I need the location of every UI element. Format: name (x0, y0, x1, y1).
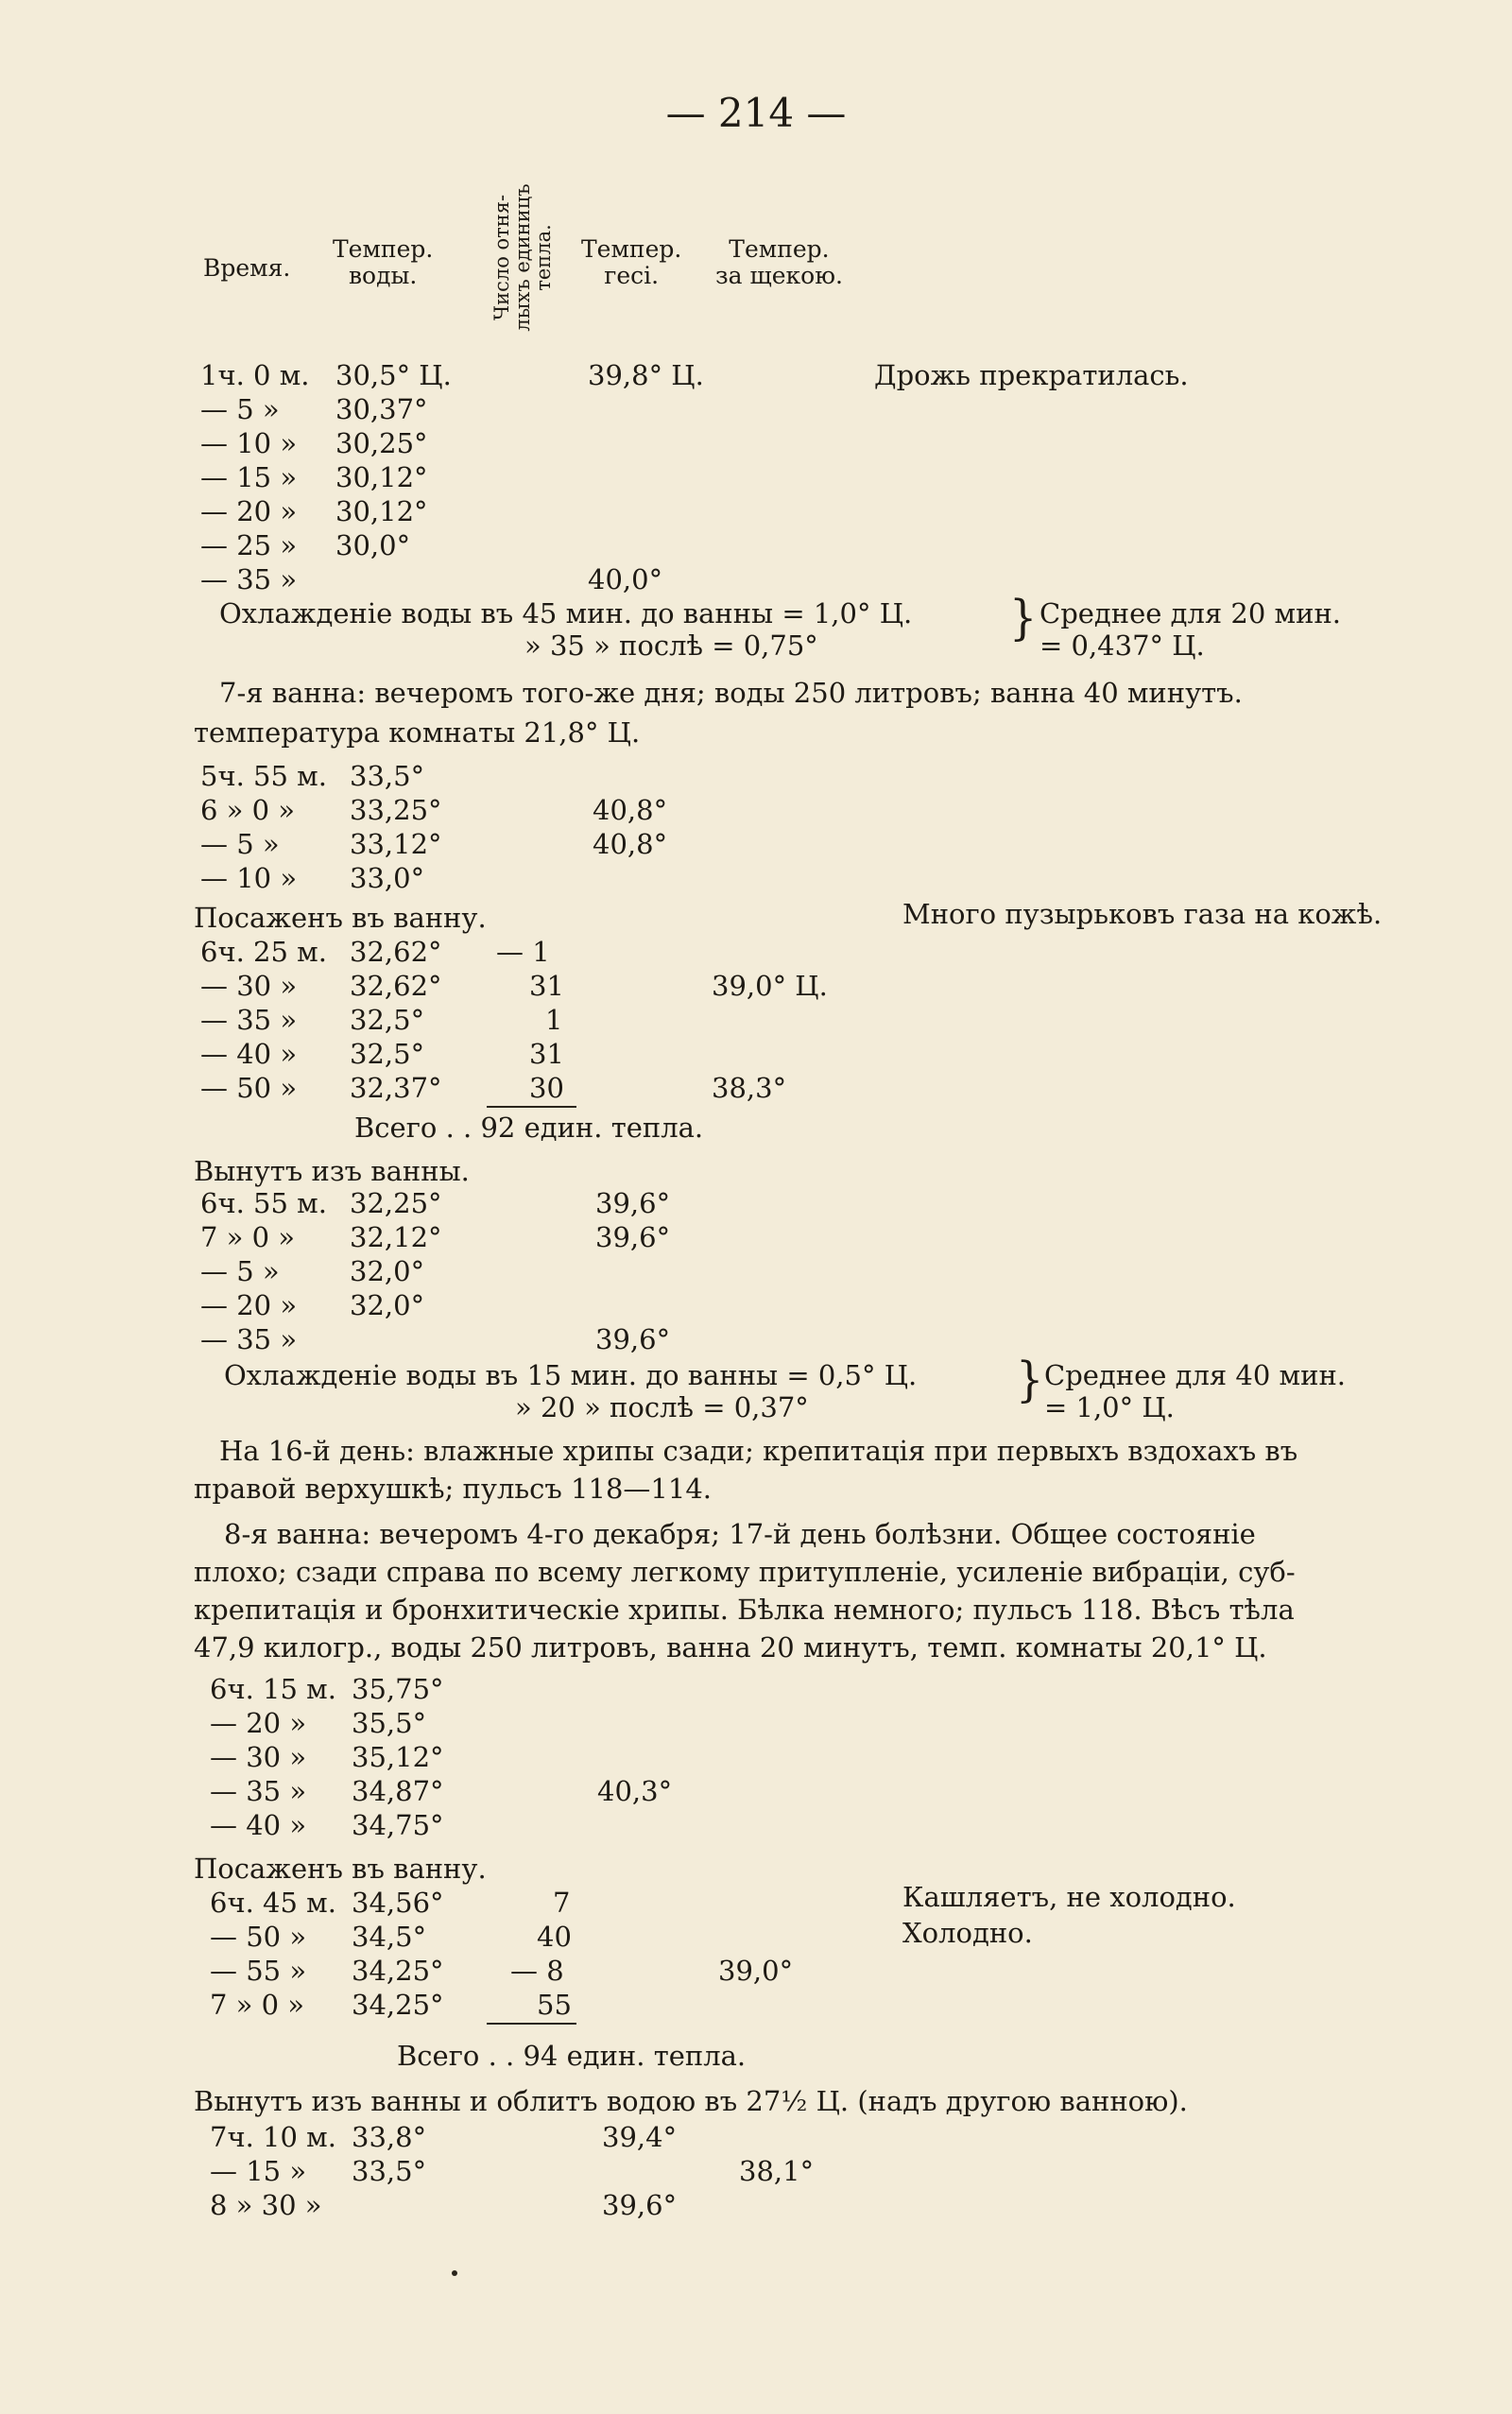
row-note: Дрожь прекратилась. (874, 359, 1189, 391)
row-water: 33,5° (352, 2155, 427, 2187)
row-water: 32,62° (350, 936, 442, 968)
row-time: — 25 » (200, 529, 298, 561)
row-time: — 30 » (200, 970, 298, 1002)
row-ano: 40,8° (593, 794, 668, 826)
row-time: — 40 » (200, 1038, 298, 1070)
row-water: 34,75° (352, 1809, 444, 1841)
row-time: — 30 » (210, 1741, 307, 1773)
row-water: 35,12° (352, 1741, 444, 1773)
section-label: Вынутъ изъ ванны. (194, 1155, 470, 1187)
section-label: Посаженъ въ ванну. (194, 1853, 487, 1885)
row-water: 33,8° (352, 2121, 427, 2153)
row-ano: 40,3° (597, 1775, 673, 1807)
row-time: 5ч. 55 м. (200, 760, 327, 792)
total-line: Всего . . 92 един. тепла. (354, 1112, 704, 1144)
row-ano: 39,6° (595, 1221, 671, 1253)
row-cheek: 39,0° Ц. (712, 970, 828, 1002)
row-water: 32,62° (350, 970, 442, 1002)
row-time: — 35 » (200, 1004, 298, 1036)
row-water: 34,25° (352, 1989, 444, 2021)
row-water: 32,0° (350, 1255, 425, 1287)
brace: } (1009, 589, 1038, 646)
paragraph-line: правой верхушкѣ; пульсъ 118—114. (194, 1473, 712, 1505)
row-water: 32,5° (350, 1038, 425, 1070)
row-ano: 39,6° (602, 2189, 678, 2221)
row-ano: 40,0° (588, 563, 663, 595)
brace: } (1016, 1351, 1044, 1407)
paragraph-line: крепитація и бронхитическіе хрипы. Бѣлка немного; пульсъ 118. Вѣсъ тѣла (194, 1594, 1295, 1626)
row-time: — 55 » (210, 1955, 307, 1987)
row-units: 55 (537, 1989, 572, 2021)
row-time: — 35 » (200, 563, 298, 595)
row-ano: 39,8° Ц. (588, 359, 704, 391)
row-time: — 20 » (210, 1707, 307, 1739)
row-time: — 50 » (210, 1921, 307, 1953)
printer-dot (452, 2270, 457, 2276)
row-note: Кашляетъ, не холодно. (902, 1881, 1236, 1913)
cooling-average: Среднее для 20 мин. (1040, 597, 1341, 629)
total-line: Всего . . 94 един. тепла. (397, 2040, 747, 2072)
header-heat-units: Число отня- лыхъ единицъ тепла. (490, 183, 555, 332)
row-time: — 5 » (200, 393, 280, 425)
row-time: 1ч. 0 м. (200, 359, 310, 391)
paragraph-line: На 16-й день: влажные хрипы сзади; крепитація при первыхъ вздохахъ въ (219, 1435, 1298, 1467)
row-ano: 40,8° (593, 828, 668, 860)
row-time: 6ч. 55 м. (200, 1187, 327, 1219)
row-time: — 15 » (210, 2155, 307, 2187)
row-time: 6ч. 15 м. (210, 1673, 336, 1705)
cooling-line: Охлажденіе воды въ 45 мин. до ванны = 1,0° Ц. (219, 597, 913, 629)
row-water: 32,37° (350, 1072, 442, 1104)
paragraph-line: 8-я ванна: вечеромъ 4-го декабря; 17-й день болѣзни. Общее состояніе (224, 1518, 1256, 1550)
row-units: 1 (545, 1004, 563, 1036)
paragraph-line: плохо; сзади справа по всему легкому притупленіе, усиленіе вибраціи, суб- (194, 1556, 1296, 1588)
row-water: 33,5° (350, 760, 425, 792)
row-time: — 5 » (200, 1255, 280, 1287)
row-time: — 35 » (210, 1775, 307, 1807)
row-time: 7 » 0 » (210, 1989, 305, 2021)
cooling-line: » 35 » послѣ = 0,75° (524, 629, 818, 662)
cooling-line: Охлажденіе воды въ 15 мин. до ванны = 0,5° Ц. (224, 1359, 918, 1391)
cooling-average: = 1,0° Ц. (1044, 1391, 1175, 1423)
header-cheek-temp: Темпер. за щекою. (715, 235, 843, 289)
row-time: — 20 » (200, 1289, 298, 1321)
row-time: 6 » 0 » (200, 794, 296, 826)
row-water: 32,25° (350, 1187, 442, 1219)
row-units: 30 (529, 1072, 564, 1104)
row-water: 33,0° (350, 862, 425, 894)
row-note: Много пузырьковъ газа на кожѣ. (902, 898, 1383, 930)
row-water: 33,25° (350, 794, 442, 826)
row-time: 7ч. 10 м. (210, 2121, 336, 2153)
row-water: 30,37° (335, 393, 428, 425)
section-label: Вынутъ изъ ванны и облитъ водою въ 27½ Ц. (надъ другою ванною). (194, 2085, 1188, 2117)
row-water: 32,12° (350, 1221, 442, 1253)
row-units: 7 (553, 1887, 571, 1919)
row-water: 33,12° (350, 828, 442, 860)
row-units: 31 (529, 970, 564, 1002)
row-time: 7 » 0 » (200, 1221, 296, 1253)
row-water: 34,25° (352, 1955, 444, 1987)
row-time: — 10 » (200, 427, 298, 459)
row-water: 34,56° (352, 1887, 444, 1919)
row-water: 34,87° (352, 1775, 444, 1807)
row-time: — 15 » (200, 461, 298, 493)
row-time: 8 » 30 » (210, 2189, 322, 2221)
row-ano: 39,4° (602, 2121, 678, 2153)
row-ano: 39,6° (595, 1323, 671, 1355)
row-water: 30,25° (335, 427, 428, 459)
row-cheek: 38,1° (739, 2155, 815, 2187)
row-water: 32,5° (350, 1004, 425, 1036)
row-units: 40 (537, 1921, 572, 1953)
paragraph-line: 47,9 килогр., воды 250 литровъ, ванна 20 минутъ, темп. комнаты 20,1° Ц. (194, 1631, 1267, 1664)
row-water: 30,5° Ц. (335, 359, 452, 391)
row-cheek: 38,3° (712, 1072, 787, 1104)
row-units: 31 (529, 1038, 564, 1070)
row-water: 30,12° (335, 461, 428, 493)
row-time: — 40 » (210, 1809, 307, 1841)
header-time: Время. (203, 254, 291, 282)
row-cheek: 39,0° (718, 1955, 794, 1987)
header-water-temp: Темпер. воды. (333, 235, 434, 289)
row-ano: 39,6° (595, 1187, 671, 1219)
paragraph-line: 7-я ванна: вечеромъ того-же дня; воды 250 литровъ; ванна 40 минутъ. (219, 677, 1243, 709)
row-note: Холодно. (902, 1917, 1033, 1949)
cooling-average: Среднее для 40 мин. (1044, 1359, 1346, 1391)
row-time: 6ч. 25 м. (200, 936, 327, 968)
row-water: 35,5° (352, 1707, 427, 1739)
paragraph-line: температура комнаты 21,8° Ц. (194, 716, 641, 749)
row-water: 34,5° (352, 1921, 427, 1953)
header-ano-temp: Темпер. гесі. (581, 235, 682, 289)
row-units: — 8 (510, 1955, 564, 1987)
page-number: — 214 — (665, 90, 847, 136)
section-label: Посаженъ въ ванну. (194, 902, 487, 934)
row-time: — 5 » (200, 828, 280, 860)
row-time: — 35 » (200, 1323, 298, 1355)
cooling-line: » 20 » послѣ = 0,37° (515, 1391, 809, 1423)
row-time: — 50 » (200, 1072, 298, 1104)
sum-rule (487, 1106, 576, 1108)
row-water: 30,12° (335, 495, 428, 527)
row-units: — 1 (496, 936, 550, 968)
row-time: 6ч. 45 м. (210, 1887, 336, 1919)
sum-rule (487, 2023, 576, 2025)
row-time: — 10 » (200, 862, 298, 894)
cooling-average: = 0,437° Ц. (1040, 629, 1205, 662)
row-water: 35,75° (352, 1673, 444, 1705)
row-water: 32,0° (350, 1289, 425, 1321)
row-time: — 20 » (200, 495, 298, 527)
row-water: 30,0° (335, 529, 411, 561)
